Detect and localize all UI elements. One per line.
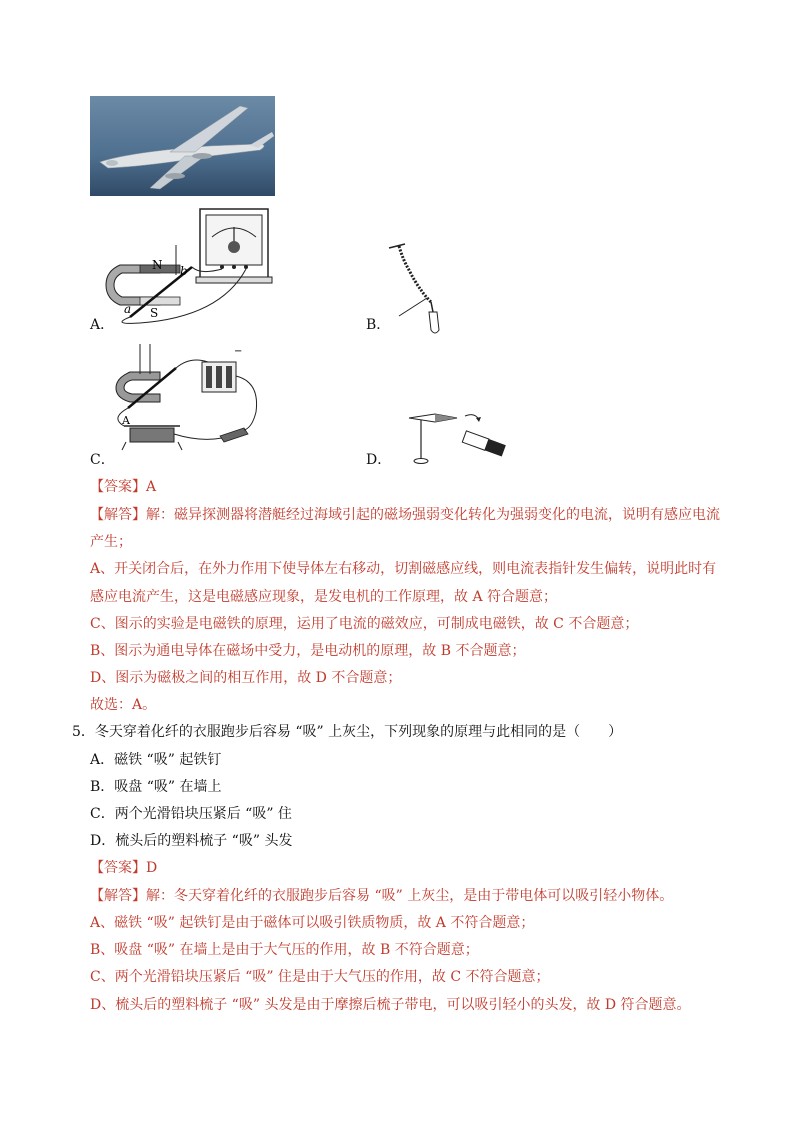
- q5-option-a: A．磁铁 “吸” 起铁钉: [90, 752, 222, 768]
- q5-answer-tag: 【答案】: [90, 860, 146, 876]
- q5-option-c: C．两个光滑铅块压紧后 “吸” 住: [90, 806, 292, 822]
- magnet-pendulum: [385, 240, 445, 340]
- q4-answer-tag: 【答案】: [90, 479, 146, 495]
- generator-apparatus: [100, 205, 290, 320]
- q5-option-b: B．吸盘 “吸” 在墙上: [90, 779, 222, 795]
- q4-analysis-text1: 解：磁异探测器将潜艇经过海域引起的磁场强弱变化转化为强弱变化的电流，说明有感应电流: [146, 507, 720, 523]
- q5-b-line: B、吸盘 “吸” 在墙上是由于大气压的作用，故 B 不符合题意；: [90, 942, 479, 958]
- q4-c-line: C、图示的实验是电磁铁的原理，运用了电流的磁效应，可制成电磁铁，故 C 不合题意；: [90, 616, 639, 632]
- q5-d-line: D、梳头后的塑料梳子 “吸” 头发是由于摩擦后梳子带电，可以吸引轻小的头发，故 D 符合题意。: [90, 997, 691, 1013]
- q4-answer: [90, 478, 156, 496]
- q4-b-line: B、图示为通电导体在磁场中受力，是电动机的原理，故 B 不合题意；: [90, 643, 526, 659]
- q5-answer: [90, 859, 157, 877]
- q5-answer-value: D: [146, 860, 158, 876]
- option-c-label: C．: [90, 452, 115, 468]
- fig-a-label-a: a: [124, 302, 132, 316]
- q4-a-line1: A、开关闭合后，在外力作用下使导体左右移动，切割磁感应线，则电流表指针发生偏转，说明此时有: [90, 561, 717, 577]
- magnet-needle: [405, 410, 515, 466]
- q5-a-line: A、磁铁 “吸” 起铁钉是由于磁体可以吸引铁质物质，故 A 不符合题意；: [90, 915, 535, 931]
- q5-stem: 5．冬天穿着化纤的衣服跑步后容易 “吸” 上灰尘，下列现象的原理与此相同的是（ ）: [72, 724, 623, 740]
- q5-analysis-text1: 解：冬天穿着化纤的衣服跑步后容易 “吸” 上灰尘，是由于带电体可以吸引轻小物体。: [146, 888, 674, 904]
- airplane-photo: [90, 96, 275, 196]
- q4-choose: 故选：A。: [90, 697, 157, 713]
- q5-analysis-line1: [90, 887, 673, 905]
- fig-a-label-b: b: [180, 264, 188, 278]
- svg-text:−: −: [234, 346, 243, 357]
- option-b-label: B．: [366, 317, 391, 333]
- option-d-label: D．: [366, 452, 392, 468]
- q4-answer-value: A: [146, 479, 157, 495]
- option-a-label: A．: [90, 317, 115, 333]
- q5-c-line: C、两个光滑铅块压紧后 “吸” 住是由于大气压的作用，故 C 不符合题意；: [90, 969, 550, 985]
- q5-analysis-tag: 【解答】: [90, 888, 146, 904]
- q4-analysis-tag: 【解答】: [90, 507, 146, 523]
- q4-analysis-line1: [90, 506, 720, 524]
- fig-a-label-s: S: [150, 306, 159, 320]
- fig-a-label-n: N: [152, 258, 163, 272]
- q4-a-line2: 感应电流产生，这是电磁感应现象，是发电机的工作原理，故 A 符合题意；: [90, 589, 558, 605]
- q4-d-line: D、图示为磁极之间的相互作用，故 D 不合题意；: [90, 670, 402, 686]
- q5-option-d: D．梳头后的塑料梳子 “吸” 头发: [90, 833, 293, 849]
- electromagnet-circuit: [110, 342, 270, 454]
- q4-analysis-line2: 产生；: [90, 534, 132, 550]
- fig-c-label-a: A: [122, 414, 130, 427]
